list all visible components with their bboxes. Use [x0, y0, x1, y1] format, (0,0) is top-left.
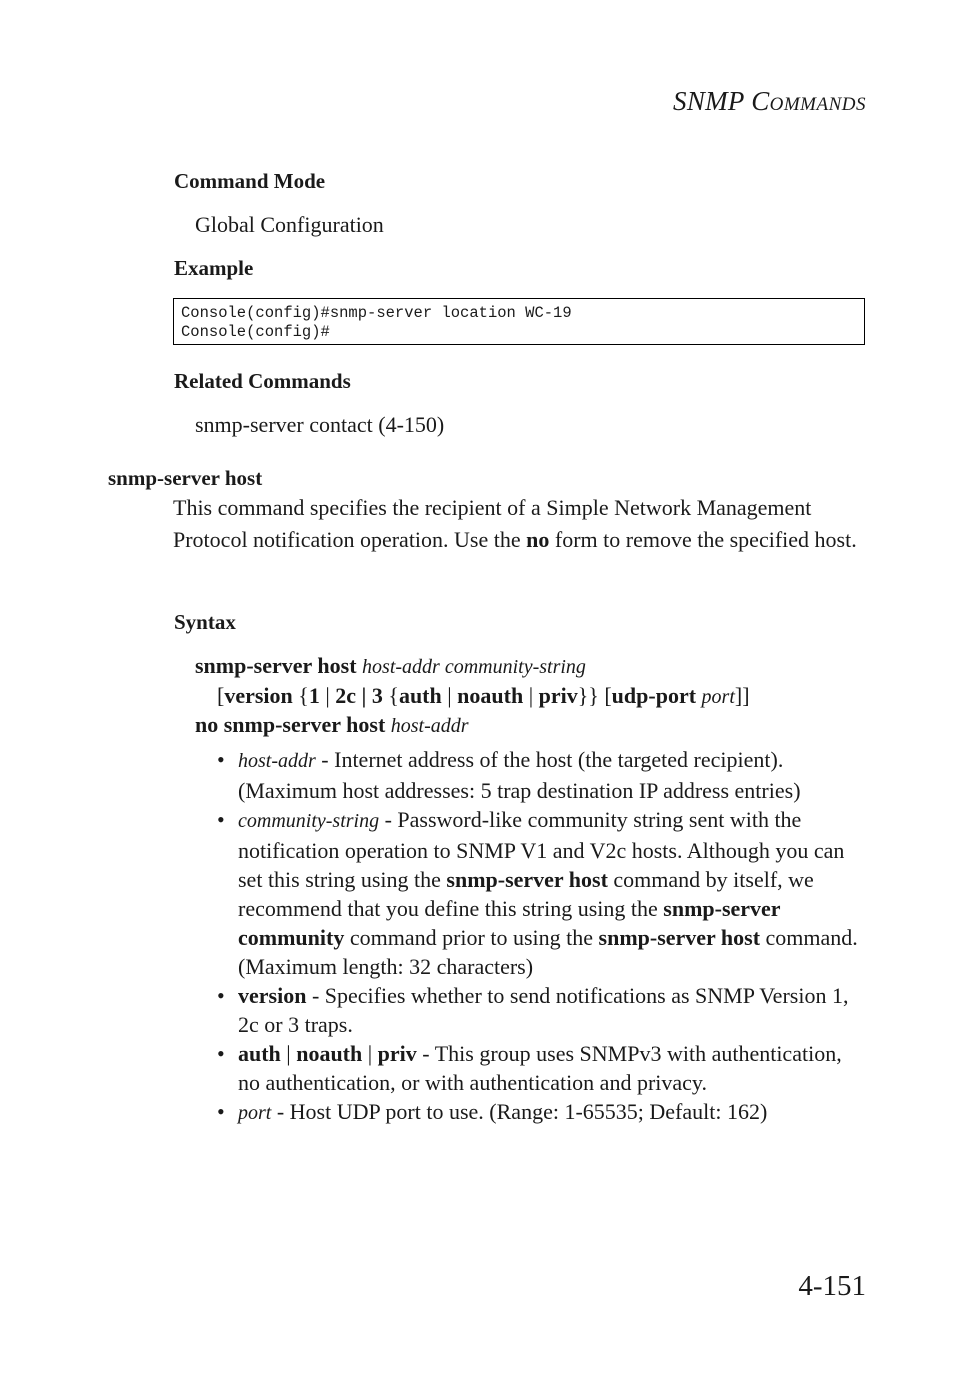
- command-mode-value: Global Configuration: [195, 212, 384, 237]
- command-title: snmp-server host: [108, 466, 263, 490]
- list-item: • host-addr - Internet address of the host (the targeted recipient). (Maximum host addresses: 5 trap destination IP address entries): [215, 745, 865, 805]
- list-item: • port - Host UDP port to use. (Range: 1-65535; Default: 162): [215, 1097, 865, 1128]
- running-header: SNMP COMMANDS: [673, 86, 866, 116]
- code-line: Console(config)#snmp-server location WC-19: [181, 304, 572, 322]
- command-mode-heading: Command Mode: [174, 169, 326, 193]
- syntax-line-3: no snmp-server host host-addr: [195, 712, 469, 737]
- page-number: 4-151: [798, 1270, 866, 1302]
- list-item: • version - Specifies whether to send notifications as SNMP Version 1, 2c or 3 traps.: [215, 981, 865, 1039]
- syntax-heading: Syntax: [174, 610, 236, 634]
- example-code-block: [173, 298, 865, 345]
- command-description: This command specifies the recipient of a Simple Network Management Protocol notification operation. Use the no form to remove the specified host.: [173, 495, 857, 552]
- example-heading: Example: [174, 256, 254, 280]
- related-command-link: snmp-server contact (4-150): [195, 412, 445, 437]
- related-commands-heading: Related Commands: [174, 369, 351, 393]
- code-line: Console(config)#: [181, 323, 330, 341]
- list-item: • auth | noauth | priv - This group uses SNMPv3 with authentication, no authentication, or with authentication and privacy.: [215, 1039, 865, 1097]
- list-item: • community-string - Password-like community string sent with the notification operation to SNMP V1 and V2c hosts. Although you can set this string using the snmp-server host command by itself, we recommend that you define this string using the snmp-server community command prior to using the snmp-server host command. (Maximum length: 32 characters): [215, 805, 865, 981]
- syntax-line-1: snmp-server host host-addr community-string: [195, 653, 586, 678]
- syntax-line-2: [version {1 | 2c | 3 {auth | noauth | priv}} [udp-port port]]: [217, 683, 750, 708]
- running-header-smallcaps: OMMANDS: [769, 94, 866, 115]
- parameter-list: [215, 745, 865, 1128]
